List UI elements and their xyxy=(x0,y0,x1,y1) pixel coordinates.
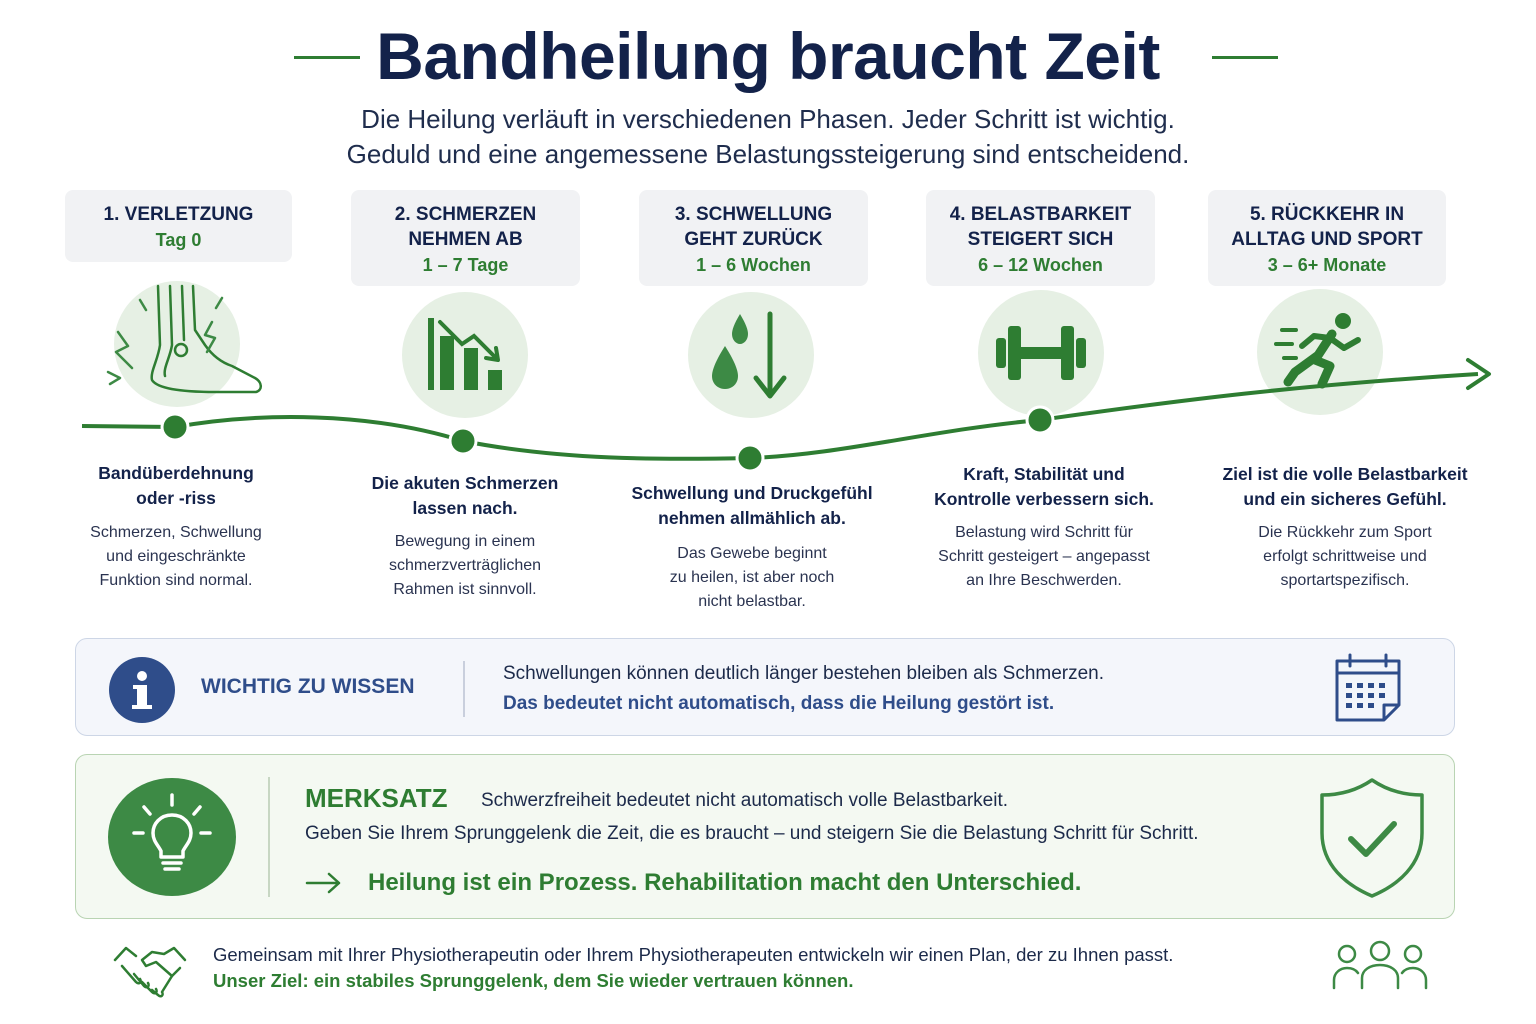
decreasing-bars-icon xyxy=(428,318,502,390)
foot-pain-icon xyxy=(108,286,261,392)
merksatz-text-1: Schwerzfreiheit bedeutet nicht automatisch volle Belastbarkeit. xyxy=(481,790,1008,811)
phase-2-heading-line-1: Die akuten Schmerzen xyxy=(371,473,559,493)
phase-2-title-line-1: 2. SCHMERZEN xyxy=(394,204,537,225)
phase-5-title-line-2: ALLTAG UND SPORT xyxy=(1231,229,1423,250)
info-text-1: Schwellungen können deutlich länger bestehen bleiben als Schmerzen. xyxy=(503,663,1105,684)
timeline-dot-2 xyxy=(450,428,476,454)
phase-5-body-line-3: sportartspezifisch. xyxy=(1280,572,1410,589)
phase-3-heading xyxy=(610,481,894,531)
merksatz-text-2: Geben Sie Ihrem Sprunggelenk die Zeit, die es braucht – und steigern Sie die Belastung Schritt für Schritt. xyxy=(305,823,1199,844)
phase-5-time: 3 – 6+ Monate xyxy=(1267,255,1387,275)
phase-4-time: 6 – 12 Wochen xyxy=(978,255,1103,275)
phase-4-body-line-2: Schritt gesteigert – angepasst xyxy=(938,548,1150,565)
phase-2-body-line-3: Rahmen ist sinnvoll. xyxy=(393,581,537,598)
info-icon xyxy=(108,656,176,724)
group-icon xyxy=(1332,940,1428,992)
phase-1-heading-line-2: oder -riss xyxy=(136,488,216,508)
drops-down-arrow-icon xyxy=(712,314,784,396)
phase-1-heading xyxy=(60,461,292,511)
phase-1-body-line-3: Funktion sind normal. xyxy=(99,572,253,589)
page-title: Bandheilung braucht Zeit xyxy=(376,19,1160,93)
phase-4-heading xyxy=(906,462,1182,512)
phase-5-heading-line-2: und ein sicheres Gefühl. xyxy=(1243,489,1447,509)
phase-3-body-line-3: nicht belastbar. xyxy=(698,593,806,610)
info-divider xyxy=(463,661,465,717)
arrow-right-icon xyxy=(305,868,345,898)
phase-4-title-line-1: 4. BELASTBARKEIT xyxy=(949,204,1132,225)
phase-3-time: 1 – 6 Wochen xyxy=(696,255,811,275)
phase-1-body-line-1: Schmerzen, Schwellung xyxy=(90,524,262,541)
phase-3-title-line-2: GEHT ZURÜCK xyxy=(684,229,823,250)
phase-2-heading-line-2: lassen nach. xyxy=(412,498,518,518)
phase-1-body xyxy=(58,521,294,593)
handshake-icon xyxy=(112,938,188,1000)
info-label: WICHTIG ZU WISSEN xyxy=(201,675,415,698)
phase-2-heading xyxy=(340,471,590,521)
phase-2-title-line-2: NEHMEN AB xyxy=(408,229,523,250)
phase-1-body-line-2: und eingeschränkte xyxy=(106,548,246,565)
phase-4-heading-line-2: Kontrolle verbessern sich. xyxy=(934,489,1154,509)
phase-2-body-line-1: Bewegung in einem xyxy=(394,533,536,550)
phase-1-title: 1. VERLETZUNG xyxy=(103,204,254,225)
phase-3-heading-line-2: nehmen allmählich ab. xyxy=(658,508,846,528)
calendar-icon xyxy=(1332,653,1408,725)
phase-5-body-line-1: Die Rückkehr zum Sport xyxy=(1258,524,1432,541)
dumbbell-icon xyxy=(996,326,1086,380)
phase-5-title-line-1: 5. RÜCKKEHR IN xyxy=(1249,204,1405,225)
phase-4-title-line-2: STEIGERT SICH xyxy=(967,229,1114,250)
phase-3-body xyxy=(632,542,872,614)
phase-5-body xyxy=(1215,521,1475,593)
phase-5-heading-line-1: Ziel ist die volle Belastbarkeit xyxy=(1222,464,1468,484)
info-text-2: Das bedeutet nicht automatisch, dass die Heilung gestört ist. xyxy=(503,693,1055,714)
merksatz-label: MERKSATZ xyxy=(305,783,448,813)
timeline-dot-1 xyxy=(162,414,188,440)
phase-2-time: 1 – 7 Tage xyxy=(422,255,509,275)
phase-1-time: Tag 0 xyxy=(155,230,202,250)
phase-5-body-line-2: erfolgt schrittweise und xyxy=(1263,548,1427,565)
phase-3-title-line-1: 3. SCHWELLUNG xyxy=(674,204,833,225)
subtitle-line-2: Geduld und eine angemessene Belastungssteigerung sind entscheidend. xyxy=(346,139,1190,169)
merksatz-divider xyxy=(268,777,270,897)
subtitle-line-1: Die Heilung verläuft in verschiedenen Phasen. Jeder Schritt ist wichtig. xyxy=(361,104,1175,134)
runner-icon xyxy=(1276,313,1358,384)
footer-text-1: Gemeinsam mit Ihrer Physiotherapeutin oder Ihrem Physiotherapeuten entwickeln wir einen Plan, der zu Ihnen passt. xyxy=(213,944,1174,965)
timeline-dot-4 xyxy=(1027,407,1053,433)
timeline-dot-3 xyxy=(737,445,763,471)
merksatz-text-3: Heilung ist ein Prozess. Rehabilitation macht den Unterschied. xyxy=(368,869,1082,896)
phase-3-heading-line-1: Schwellung und Druckgefühl xyxy=(631,483,873,503)
phase-5-heading xyxy=(1196,462,1494,512)
phase-4-body xyxy=(904,521,1184,593)
phase-4-body-line-1: Belastung wird Schritt für xyxy=(955,524,1133,541)
phase-3-body-line-2: zu heilen, ist aber noch xyxy=(669,569,835,586)
lightbulb-icon xyxy=(122,785,222,885)
phase-4-body-line-3: an Ihre Beschwerden. xyxy=(966,572,1122,589)
footer-text-2: Unser Ziel: ein stabiles Sprunggelenk, dem Sie wieder vertrauen können. xyxy=(213,970,854,991)
merksatz-box xyxy=(75,754,1455,919)
info-box xyxy=(75,638,1455,736)
phase-3-body-line-1: Das Gewebe beginnt xyxy=(677,545,827,562)
phase-4-heading-line-1: Kraft, Stabilität und xyxy=(963,464,1125,484)
phase-2-body xyxy=(345,530,585,602)
phase-1-heading-line-1: Bandüberdehnung xyxy=(98,463,254,483)
shield-check-icon xyxy=(1316,775,1428,901)
phase-2-body-line-2: schmerzverträglichen xyxy=(388,557,542,574)
